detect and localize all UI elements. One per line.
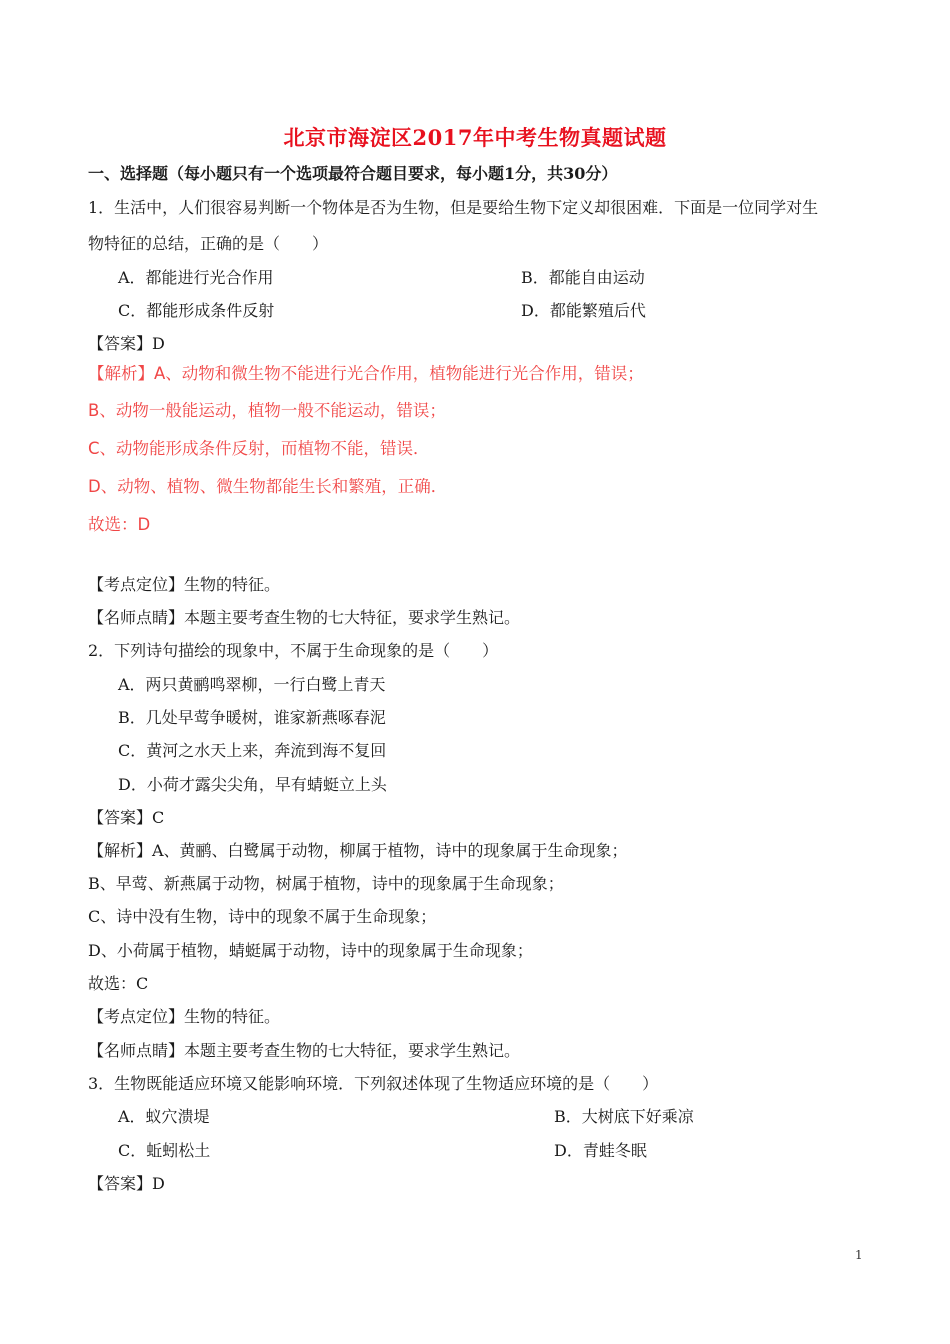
q1-analysis-line: D、动物、植物、微生物都能生长和繁殖，正确． [88, 477, 448, 496]
page-number: 1 [855, 1248, 863, 1262]
q2-analysis-line: B、早莺、新燕属于动物，树属于植物，诗中的现象属于生命现象； [88, 874, 564, 893]
q2-option-c: C．黄河之水天上来，奔流到海不复回 [118, 741, 387, 760]
q1-option-b: B．都能自由运动 [521, 268, 645, 287]
q2-analysis-line: C、诗中没有生物，诗中的现象不属于生命现象； [88, 907, 437, 926]
q1-option-d: D．都能繁殖后代 [521, 301, 646, 320]
q2-stem: 2．下列诗句描绘的现象中，不属于生命现象的是（ ） [88, 641, 499, 660]
page-title: 北京市海淀区2017年中考生物真题试题 [283, 125, 667, 150]
q2-mingshi: 【名师点睛】本题主要考查生物的七大特征，要求学生熟记。 [88, 1041, 521, 1060]
q3-option-b: B．大树底下好乘凉 [554, 1107, 694, 1126]
q2-option-a: A．两只黄鹂鸣翠柳，一行白鹭上青天 [118, 675, 386, 694]
section-heading: 一、选择题（每小题只有一个选项最符合题目要求，每小题1分，共30分） [88, 164, 618, 183]
q1-analysis-line: C、动物能形成条件反射，而植物不能，错误． [88, 439, 430, 458]
q1-answer: 【答案】D [88, 334, 165, 353]
q2-analysis-line: 【解析】A、黄鹂、白鹭属于动物，柳属于植物，诗中的现象属于生命现象； [88, 841, 628, 860]
q1-stem-line2: 物特征的总结，正确的是（ ） [88, 234, 329, 253]
q3-option-c: C．蚯蚓松土 [118, 1141, 211, 1160]
q1-option-c: C．都能形成条件反射 [118, 301, 275, 320]
q1-analysis-line: 【解析】A、动物和微生物不能进行光合作用，植物能进行光合作用，错误； [88, 364, 644, 383]
q1-option-a: A．都能进行光合作用 [118, 268, 274, 287]
q2-answer: 【答案】C [88, 808, 165, 827]
q3-option-a: A．蚁穴溃堤 [118, 1107, 210, 1126]
q2-kaodian: 【考点定位】生物的特征。 [88, 1007, 281, 1026]
q1-stem-line1: 1．生活中，人们很容易判断一个物体是否为生物，但是要给生物下定义却很困难．下面是一位同学对生 [88, 198, 819, 217]
q1-analysis-line: B、动物一般能运动，植物一般不能运动，错误； [88, 401, 446, 420]
q1-analysis-line: 故选：D [88, 515, 151, 534]
q2-analysis-line: 故选：C [88, 974, 149, 993]
q1-mingshi: 【名师点睛】本题主要考查生物的七大特征，要求学生熟记。 [88, 608, 521, 627]
q3-answer: 【答案】D [88, 1174, 165, 1193]
q3-stem: 3．生物既能适应环境又能影响环境．下列叙述体现了生物适应环境的是（ ） [88, 1074, 659, 1093]
q2-option-d: D．小荷才露尖尖角，早有蜻蜓立上头 [118, 775, 387, 794]
q2-option-b: B．几处早莺争暖树，谁家新燕啄春泥 [118, 708, 386, 727]
q3-option-d: D．青蛙冬眠 [554, 1141, 647, 1160]
q1-kaodian: 【考点定位】生物的特征。 [88, 575, 281, 594]
q2-analysis-line: D、小荷属于植物，蜻蜓属于动物，诗中的现象属于生命现象； [88, 941, 533, 960]
